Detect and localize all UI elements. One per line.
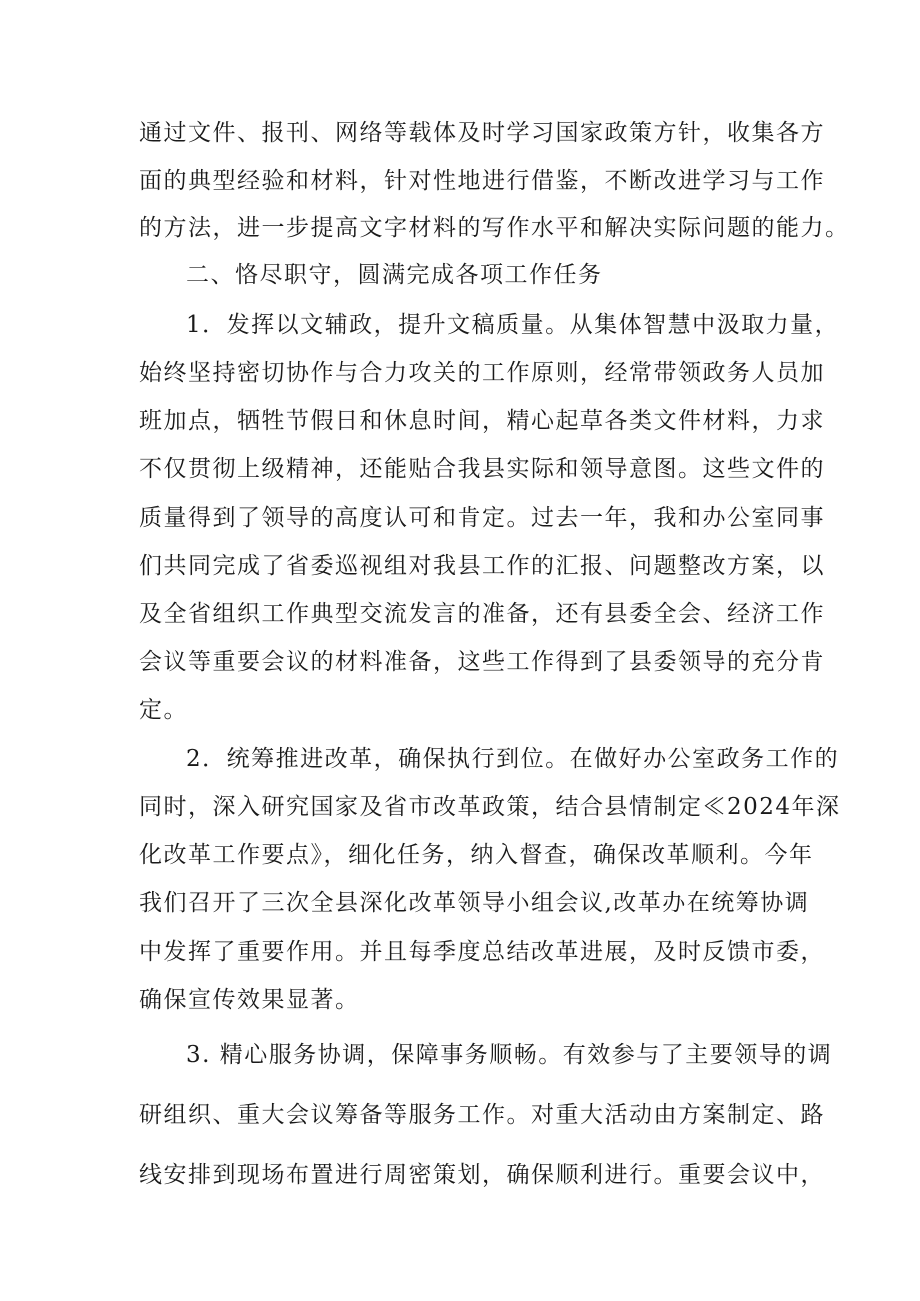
text-line-20: 3. 精心服务协调，保障事务顺畅。有效参与了主要领导的调 [186,1042,833,1068]
text-line-6: 始终坚持密切协作与合力攻关的工作原则，经常带领政务人员加 [139,360,825,386]
text-line-14: 2．统筹推进改革，确保执行到位。在做好办公室政务工作的 [186,746,840,772]
text-line-19: 确保宣传效果显著。 [139,987,360,1013]
text-line-16: 化改革工作要点》，细化任务，纳入督查，确保改革顺利。今年 [139,842,814,868]
text-line-15: 同时，深入研究国家及省市改革政策，结合县情制定≪2024年深 [139,794,841,820]
text-line-8: 不仅贯彻上级精神，还能贴合我县实际和领导意图。这些文件的 [139,456,825,482]
section-heading: 二、恪尽职守，圆满完成各项工作任务 [186,262,603,288]
text-line-7: 班加点，牺牲节假日和休息时间，精心起草各类文件材料，力求 [139,408,825,434]
text-line-3: 的方法，进一步提高文字材料的写作水平和解决实际问题的能力。 [139,215,850,241]
text-line-17: 我们召开了三次全县深化改革领导小组会议,改革办在统筹协调 [139,890,810,916]
text-line-11: 及全省组织工作典型交流发言的准备，还有县委全会、经济工作 [139,601,825,627]
text-line-9: 质量得到了领导的高度认可和肯定。过去一年，我和办公室同事 [139,505,825,531]
text-line-21: 研组织、重大会议筹备等服务工作。对重大活动由方案制定、路 [139,1102,825,1128]
text-line-13: 定。 [139,697,188,723]
text-line-22: 线安排到现场布置进行周密策划，确保顺利进行。重要会议中， [139,1162,825,1188]
text-line-10: 们共同完成了省委巡视组对我县工作的汇报、问题整改方案，以 [139,553,825,579]
text-line-5: 1．发挥以文辅政，提升文稿质量。从集体智慧中汲取力量， [186,312,840,338]
text-line-18: 中发挥了重要作用。并且每季度总结改革进展，及时反馈市委， [139,939,825,965]
text-line-12: 会议等重要会议的材料准备，这些工作得到了县委领导的充分肯 [139,649,825,675]
text-line-2: 面的典型经验和材料，针对性地进行借鉴，不断改进学习与工作 [139,168,825,194]
text-line-1: 通过文件、报刊、网络等载体及时学习国家政策方针，收集各方 [139,120,825,146]
